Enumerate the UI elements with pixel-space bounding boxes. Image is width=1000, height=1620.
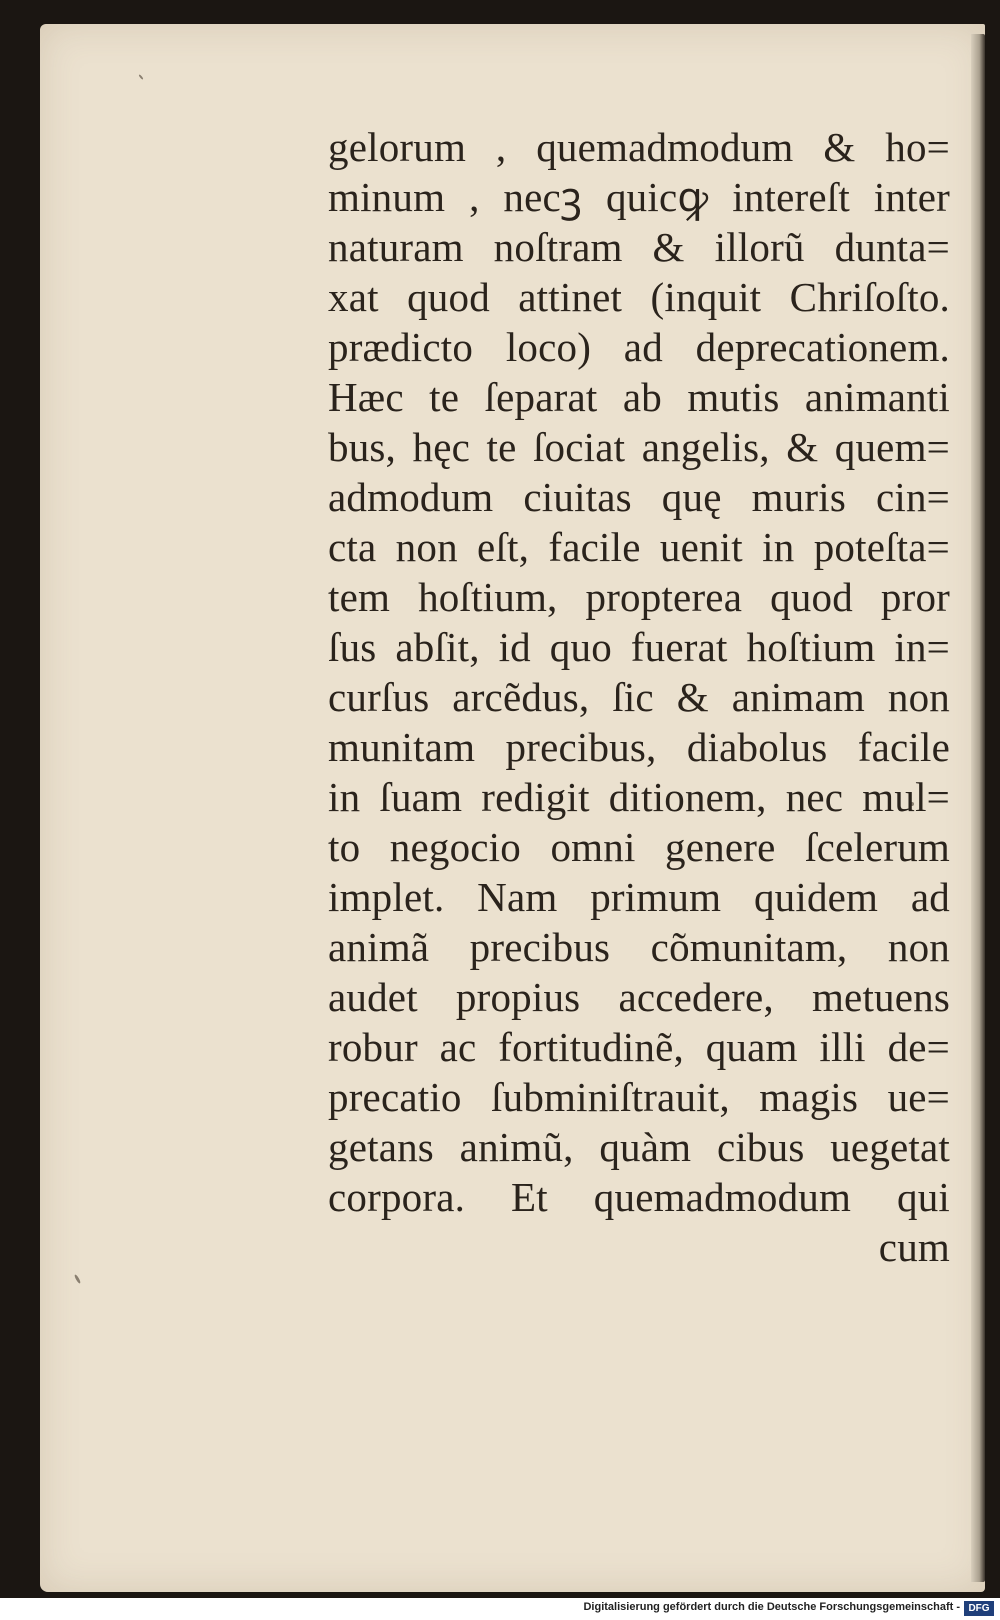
text-line: implet. Nam primum quidem ad: [328, 874, 950, 920]
text-block: [328, 122, 950, 1272]
text-line: audet propius accedere, metuens: [328, 974, 950, 1020]
text-line: animã precibus cõmunitam, non: [328, 924, 950, 970]
text-line: minum , necꝫ quicꝙ intereſt inter: [328, 174, 950, 220]
catchword: cum: [878, 1224, 950, 1270]
text-line: tem hoſtium, propterea quod pror: [328, 574, 950, 620]
text-line: curſus arcẽdus, ſic & animam non: [328, 674, 950, 720]
text-line: in ſuam redigit ditionem, nec mul=: [328, 774, 950, 820]
paper-speck: [138, 74, 143, 80]
funding-note: Digitalisierung gefördert durch die Deutsche Forschungsgemeinschaft -: [583, 1601, 960, 1613]
text-line: cta non eſt, facile uenit in poteſta=: [328, 524, 950, 570]
paper-speck: [74, 1274, 82, 1284]
dfg-logo-icon: DFG: [964, 1601, 994, 1616]
text-line: Hæc te ſeparat ab mutis animanti: [328, 374, 950, 420]
page-edge: [971, 34, 985, 1582]
text-line: to negocio omni genere ſcelerum: [328, 824, 950, 870]
text-line: gelorum , quemadmodum & ho=: [328, 124, 950, 170]
text-line: prædicto loco) ad deprecationem.: [328, 324, 950, 370]
footer-bar: [0, 1598, 1000, 1620]
text-line: getans animũ, quàm cibus uegetat: [328, 1124, 950, 1170]
text-line: robur ac fortitudinẽ, quam illi de=: [328, 1024, 950, 1070]
text-line: bus, hęc te ſociat angelis, & quem=: [328, 424, 950, 470]
text-line: xat quod attinet (inquit Chriſoſto.: [328, 274, 950, 320]
text-line: naturam noſtram & illorũ dunta=: [328, 224, 950, 270]
text-line: precatio ſubminiſtrauit, magis ue=: [328, 1074, 950, 1120]
text-line: corpora. Et quemadmodum qui: [328, 1174, 950, 1220]
text-line: munitam precibus, diabolus facile: [328, 724, 950, 770]
text-line: admodum ciuitas quę muris cin=: [328, 474, 950, 520]
text-line: ſus abſit, id quo fuerat hoſtium in=: [328, 624, 950, 670]
